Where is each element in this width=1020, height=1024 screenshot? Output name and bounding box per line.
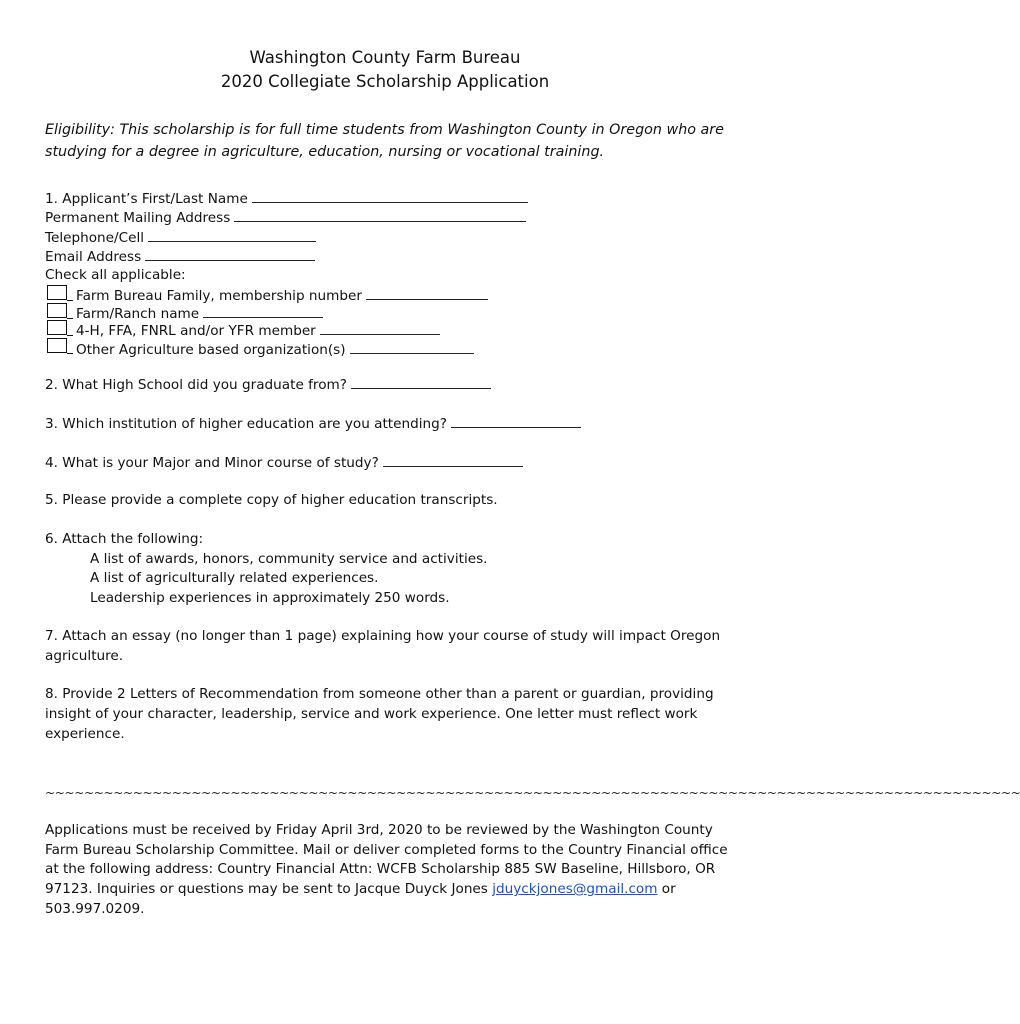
farm-ranch-name-field[interactable] [203, 305, 323, 318]
telephone-label: Telephone/Cell [45, 230, 145, 246]
essay-line-1: 7. Attach an essay (no longer than 1 page) explaining how your course of study will impact Oregon [45, 628, 721, 644]
option-row [76, 287, 488, 304]
attach-item: Leadership experiences in approximately 250 words. [90, 590, 450, 606]
high-school-row [45, 376, 491, 393]
other-ag-org-checkbox[interactable] [47, 338, 67, 353]
footer-line-4 [45, 881, 676, 897]
option-row [76, 341, 474, 358]
footer-line-4-text: 97123. Inquiries or questions may be sent to Jacque Duyck Jones [45, 881, 493, 897]
attach-item: A list of awards, honors, community service and activities. [90, 551, 488, 567]
other-ag-org-field[interactable] [350, 341, 474, 354]
page-title: Washington County Farm Bureau [249, 48, 521, 67]
page-subtitle: 2020 Collegiate Scholarship Application [220, 72, 550, 91]
attach-label: 6. Attach the following: [45, 531, 204, 547]
high-school-label: 2. What High School did you graduate from? [45, 377, 347, 393]
option-label: Farm/Ranch name [76, 306, 200, 322]
major-minor-label: 4. What is your Major and Minor course of study? [45, 455, 379, 471]
farm-ranch-checkbox[interactable] [47, 303, 67, 318]
major-minor-row [45, 454, 523, 471]
recommendation-line-2: insight of your character, leadership, service and work experience. One letter must reflect work [45, 706, 698, 722]
telephone-field[interactable] [148, 229, 316, 242]
option-row [76, 322, 440, 339]
recommendation-line-1: 8. Provide 2 Letters of Recommendation from someone other than a parent or guardian, providing [45, 686, 714, 702]
youth-org-field[interactable] [320, 322, 440, 335]
mailing-address-label: Permanent Mailing Address [45, 210, 231, 226]
footer-line-1: Applications must be received by Friday April 3rd, 2020 to be reviewed by the Washington County [45, 822, 713, 838]
membership-number-field[interactable] [366, 287, 488, 300]
footer-line-3: at the following address: Country Financial Attn: WCFB Scholarship 885 SW Baseline, Hillsboro, OR [45, 861, 716, 877]
mailing-address-row [45, 209, 526, 226]
telephone-row [45, 229, 316, 246]
recommendation-line-3: experience. [45, 726, 125, 742]
institution-field[interactable] [451, 415, 581, 428]
option-label: 4-H, FFA, FNRL and/or YFR member [76, 323, 316, 339]
option-label: Farm Bureau Family, membership number [76, 288, 362, 304]
eligibility-line-1: Eligibility: This scholarship is for full time students from Washington County in Oregon who are [45, 122, 724, 138]
youth-org-checkbox[interactable] [47, 320, 67, 335]
eligibility-line-2: studying for a degree in agriculture, education, nursing or vocational training. [45, 144, 605, 160]
applicant-name-field[interactable] [252, 190, 528, 203]
transcripts-text: 5. Please provide a complete copy of higher education transcripts. [45, 492, 498, 508]
check-applicable-label: Check all applicable: [45, 267, 186, 283]
tilde-divider: ~~~~~~~~~~~~~~~~~~~~~~~~~~~~~~~~~~~~~~~~~~~~~~~~~~~~~~~~~~~~~~~~~~~~~~~~~~~~~~~~~~~~~~~~~~~~~~~~~~~~ [45, 786, 1020, 800]
footer-line-4-end: or [657, 881, 676, 897]
footer-line-2: Farm Bureau Scholarship Committee. Mail or deliver completed forms to the Country Financial office [45, 842, 728, 858]
mailing-address-field[interactable] [234, 209, 526, 222]
email-label: Email Address [45, 249, 142, 265]
contact-email-link[interactable]: jduyckjones@gmail.com [492, 881, 658, 897]
attach-item: A list of agriculturally related experiences. [90, 570, 379, 586]
major-minor-field[interactable] [383, 454, 523, 467]
high-school-field[interactable] [351, 376, 491, 389]
essay-line-2: agriculture. [45, 648, 124, 664]
farm-bureau-family-checkbox[interactable] [47, 285, 67, 300]
applicant-name-row [45, 190, 528, 207]
option-label: Other Agriculture based organization(s) [76, 342, 346, 358]
institution-row [45, 415, 581, 432]
email-row [45, 248, 315, 265]
footer-phone: 503.997.0209. [45, 901, 145, 917]
institution-label: 3. Which institution of higher education are you attending? [45, 416, 447, 432]
option-row [76, 305, 323, 322]
email-field[interactable] [145, 248, 315, 261]
applicant-name-label: 1. Applicant’s First/Last Name [45, 191, 248, 207]
